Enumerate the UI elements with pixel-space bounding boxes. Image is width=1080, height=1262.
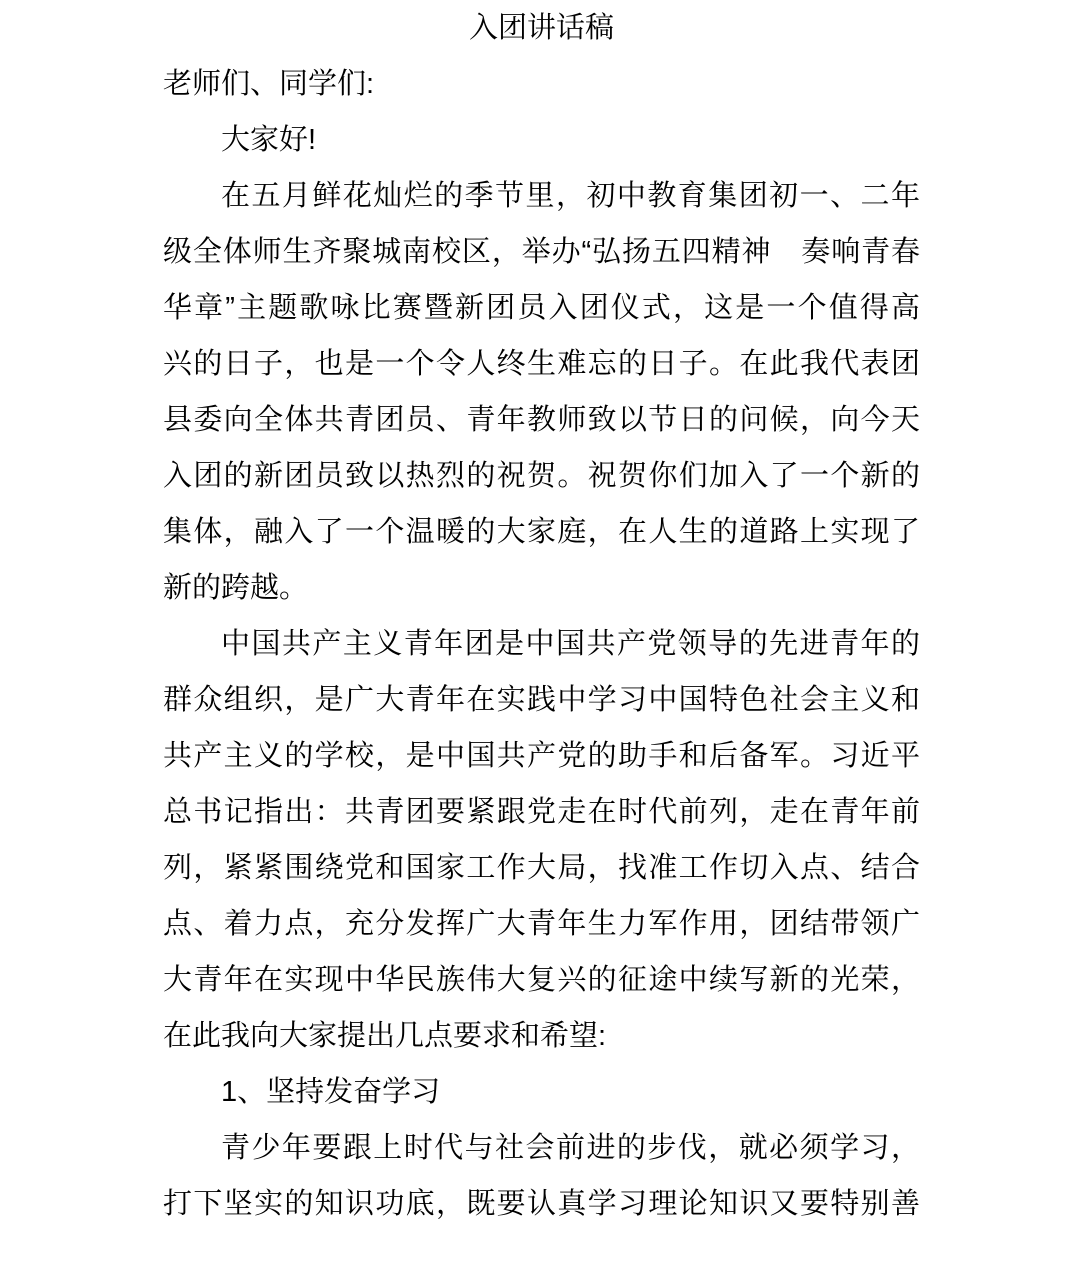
document-title: 入团讲话稿 xyxy=(468,12,614,44)
section-heading: 1、坚持发奋学习 xyxy=(221,1076,441,1108)
text-line: 点、着力点，充分发挥广大青年生力军作用，团结带领广 xyxy=(163,908,920,940)
salutation-line: 老师们、同学们: xyxy=(163,68,375,100)
text-line: 入团的新团员致以热烈的祝贺。祝贺你们加入了一个新的 xyxy=(163,460,920,492)
text-line: 华章”主题歌咏比赛暨新团员入团仪式，这是一个值得高 xyxy=(163,292,920,324)
text-line: 新的跨越。 xyxy=(163,572,309,604)
text-line: 总书记指出：共青团要紧跟党走在时代前列，走在青年前 xyxy=(163,796,920,828)
text-line: 集体，融入了一个温暖的大家庭，在人生的道路上实现了 xyxy=(163,516,920,548)
text-line: 列，紧紧围绕党和国家工作大局，找准工作切入点、结合 xyxy=(163,852,920,884)
text-line: 中国共产主义青年团是中国共产党领导的先进青年的 xyxy=(221,628,920,660)
text-line: 群众组织，是广大青年在实践中学习中国特色社会主义和 xyxy=(163,684,920,716)
text-line: 在此我向大家提出几点要求和希望: xyxy=(163,1020,607,1052)
text-line: 打下坚实的知识功底，既要认真学习理论知识又要特别善 xyxy=(163,1188,920,1220)
text-line: 兴的日子，也是一个令人终生难忘的日子。在此我代表团 xyxy=(163,348,920,380)
text-line: 共产主义的学校，是中国共产党的助手和后备军。习近平 xyxy=(163,740,920,772)
greeting-line: 大家好! xyxy=(221,124,317,156)
paragraph-2 xyxy=(163,616,920,1064)
text-line: 县委向全体共青团员、青年教师致以节日的问候，向今天 xyxy=(163,404,920,436)
text-line: 大青年在实现中华民族伟大复兴的征途中续写新的光荣， xyxy=(163,964,920,996)
paragraph-1 xyxy=(163,168,920,616)
paragraph-3 xyxy=(163,1120,920,1232)
text-line: 青少年要跟上时代与社会前进的步伐，就必须学习， xyxy=(221,1132,920,1164)
text-line: 级全体师生齐聚城南校区，举办“弘扬五四精神 奏响青春 xyxy=(163,236,920,268)
text-line: 在五月鲜花灿烂的季节里，初中教育集团初一、二年 xyxy=(221,180,920,212)
